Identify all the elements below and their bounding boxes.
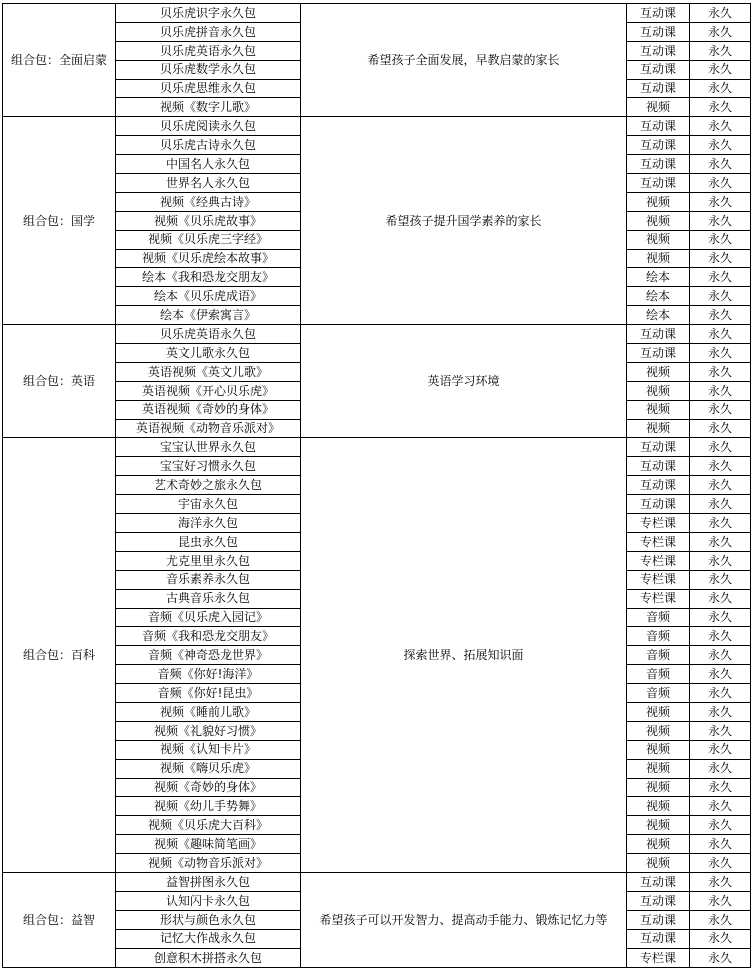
product-name-cell: 视频《经典古诗》 bbox=[116, 192, 301, 211]
product-name-cell: 艺术奇妙之旅永久包 bbox=[116, 476, 301, 495]
duration-cell: 永久 bbox=[690, 740, 751, 759]
product-name-cell: 英语视频《动物音乐派对》 bbox=[116, 419, 301, 438]
content-type-cell: 视频 bbox=[627, 702, 690, 721]
packages-table bbox=[2, 3, 751, 968]
duration-cell: 永久 bbox=[690, 400, 751, 419]
duration-cell: 永久 bbox=[690, 910, 751, 929]
content-type-cell: 视频 bbox=[627, 419, 690, 438]
product-name-cell: 形状与颜色永久包 bbox=[116, 910, 301, 929]
content-type-cell: 专栏课 bbox=[627, 551, 690, 570]
product-name-cell: 世界名人永久包 bbox=[116, 174, 301, 193]
content-type-cell: 互动课 bbox=[627, 929, 690, 948]
section-audience-description: 希望孩子可以开发智力、提高动手能力、锻炼记忆力等 bbox=[301, 872, 627, 967]
duration-cell: 永久 bbox=[690, 684, 751, 703]
duration-cell: 永久 bbox=[690, 665, 751, 684]
product-name-cell: 贝乐虎识字永久包 bbox=[116, 4, 301, 23]
product-name-cell: 益智拼图永久包 bbox=[116, 872, 301, 891]
section-package-label: 组合包：益智 bbox=[3, 872, 116, 967]
content-type-cell: 互动课 bbox=[627, 438, 690, 457]
product-name-cell: 音频《神奇恐龙世界》 bbox=[116, 646, 301, 665]
duration-cell: 永久 bbox=[690, 457, 751, 476]
content-type-cell: 绘本 bbox=[627, 306, 690, 325]
product-name-cell: 创意积木拼搭永久包 bbox=[116, 948, 301, 967]
duration-cell: 永久 bbox=[690, 514, 751, 533]
content-type-cell: 音频 bbox=[627, 646, 690, 665]
content-type-cell: 互动课 bbox=[627, 457, 690, 476]
duration-cell: 永久 bbox=[690, 344, 751, 363]
product-name-cell: 贝乐虎英语永久包 bbox=[116, 325, 301, 344]
product-name-cell: 视频《睡前儿歌》 bbox=[116, 702, 301, 721]
product-name-cell: 视频《趣味简笔画》 bbox=[116, 835, 301, 854]
duration-cell: 永久 bbox=[690, 117, 751, 136]
duration-cell: 永久 bbox=[690, 929, 751, 948]
product-name-cell: 宇宙永久包 bbox=[116, 495, 301, 514]
product-name-cell: 视频《幼儿手势舞》 bbox=[116, 797, 301, 816]
content-type-cell: 音频 bbox=[627, 684, 690, 703]
duration-cell: 永久 bbox=[690, 41, 751, 60]
duration-cell: 永久 bbox=[690, 136, 751, 155]
duration-cell: 永久 bbox=[690, 268, 751, 287]
product-name-cell: 视频《贝乐虎绘本故事》 bbox=[116, 249, 301, 268]
product-name-cell: 贝乐虎思维永久包 bbox=[116, 79, 301, 98]
table-row bbox=[3, 325, 751, 344]
duration-cell: 永久 bbox=[690, 174, 751, 193]
content-type-cell: 互动课 bbox=[627, 910, 690, 929]
product-name-cell: 贝乐虎拼音永久包 bbox=[116, 22, 301, 41]
duration-cell: 永久 bbox=[690, 948, 751, 967]
content-type-cell: 互动课 bbox=[627, 117, 690, 136]
content-type-cell: 专栏课 bbox=[627, 589, 690, 608]
content-type-cell: 互动课 bbox=[627, 41, 690, 60]
product-name-cell: 视频《礼貌好习惯》 bbox=[116, 721, 301, 740]
duration-cell: 永久 bbox=[690, 589, 751, 608]
content-type-cell: 视频 bbox=[627, 759, 690, 778]
table-row bbox=[3, 4, 751, 23]
content-type-cell: 专栏课 bbox=[627, 532, 690, 551]
content-type-cell: 视频 bbox=[627, 835, 690, 854]
product-name-cell: 视频《嗨贝乐虎》 bbox=[116, 759, 301, 778]
product-name-cell: 英语视频《英文儿歌》 bbox=[116, 362, 301, 381]
content-type-cell: 互动课 bbox=[627, 325, 690, 344]
content-type-cell: 互动课 bbox=[627, 4, 690, 23]
duration-cell: 永久 bbox=[690, 155, 751, 174]
duration-cell: 永久 bbox=[690, 287, 751, 306]
section-audience-description: 希望孩子全面发展，早教启蒙的家长 bbox=[301, 4, 627, 117]
duration-cell: 永久 bbox=[690, 816, 751, 835]
duration-cell: 永久 bbox=[690, 381, 751, 400]
content-type-cell: 互动课 bbox=[627, 79, 690, 98]
duration-cell: 永久 bbox=[690, 192, 751, 211]
content-type-cell: 视频 bbox=[627, 400, 690, 419]
product-name-cell: 贝乐虎英语永久包 bbox=[116, 41, 301, 60]
content-type-cell: 视频 bbox=[627, 854, 690, 873]
duration-cell: 永久 bbox=[690, 79, 751, 98]
section-package-label: 组合包：英语 bbox=[3, 325, 116, 438]
duration-cell: 永久 bbox=[690, 60, 751, 79]
product-name-cell: 音频《贝乐虎入园记》 bbox=[116, 608, 301, 627]
product-name-cell: 音频《你好!海洋》 bbox=[116, 665, 301, 684]
duration-cell: 永久 bbox=[690, 759, 751, 778]
duration-cell: 永久 bbox=[690, 306, 751, 325]
duration-cell: 永久 bbox=[690, 778, 751, 797]
content-type-cell: 视频 bbox=[627, 721, 690, 740]
content-type-cell: 互动课 bbox=[627, 155, 690, 174]
duration-cell: 永久 bbox=[690, 797, 751, 816]
content-type-cell: 视频 bbox=[627, 249, 690, 268]
duration-cell: 永久 bbox=[690, 4, 751, 23]
product-name-cell: 音频《我和恐龙交朋友》 bbox=[116, 627, 301, 646]
duration-cell: 永久 bbox=[690, 702, 751, 721]
content-type-cell: 视频 bbox=[627, 230, 690, 249]
content-type-cell: 视频 bbox=[627, 362, 690, 381]
content-type-cell: 视频 bbox=[627, 211, 690, 230]
section-audience-description: 希望孩子提升国学素养的家长 bbox=[301, 117, 627, 325]
product-name-cell: 绘本《我和恐龙交朋友》 bbox=[116, 268, 301, 287]
product-name-cell: 绘本《伊索寓言》 bbox=[116, 306, 301, 325]
product-name-cell: 绘本《贝乐虎成语》 bbox=[116, 287, 301, 306]
table-row bbox=[3, 117, 751, 136]
product-name-cell: 视频《认知卡片》 bbox=[116, 740, 301, 759]
product-name-cell: 英文儿歌永久包 bbox=[116, 344, 301, 363]
content-type-cell: 视频 bbox=[627, 797, 690, 816]
table-row bbox=[3, 872, 751, 891]
content-type-cell: 专栏课 bbox=[627, 570, 690, 589]
section-audience-description: 英语学习环境 bbox=[301, 325, 627, 438]
duration-cell: 永久 bbox=[690, 325, 751, 344]
duration-cell: 永久 bbox=[690, 721, 751, 740]
content-type-cell: 互动课 bbox=[627, 872, 690, 891]
product-name-cell: 视频《数字儿歌》 bbox=[116, 98, 301, 117]
table-row bbox=[3, 438, 751, 457]
product-name-cell: 贝乐虎古诗永久包 bbox=[116, 136, 301, 155]
duration-cell: 永久 bbox=[690, 551, 751, 570]
content-type-cell: 互动课 bbox=[627, 344, 690, 363]
product-name-cell: 音乐素养永久包 bbox=[116, 570, 301, 589]
duration-cell: 永久 bbox=[690, 646, 751, 665]
content-type-cell: 视频 bbox=[627, 98, 690, 117]
product-name-cell: 海洋永久包 bbox=[116, 514, 301, 533]
product-name-cell: 视频《动物音乐派对》 bbox=[116, 854, 301, 873]
product-name-cell: 中国名人永久包 bbox=[116, 155, 301, 174]
duration-cell: 永久 bbox=[690, 22, 751, 41]
product-name-cell: 贝乐虎阅读永久包 bbox=[116, 117, 301, 136]
product-name-cell: 古典音乐永久包 bbox=[116, 589, 301, 608]
content-type-cell: 互动课 bbox=[627, 495, 690, 514]
product-name-cell: 尤克里里永久包 bbox=[116, 551, 301, 570]
product-name-cell: 记忆大作战永久包 bbox=[116, 929, 301, 948]
product-name-cell: 认知闪卡永久包 bbox=[116, 891, 301, 910]
product-name-cell: 视频《贝乐虎故事》 bbox=[116, 211, 301, 230]
product-name-cell: 英语视频《开心贝乐虎》 bbox=[116, 381, 301, 400]
content-type-cell: 绘本 bbox=[627, 287, 690, 306]
product-name-cell: 视频《贝乐虎三字经》 bbox=[116, 230, 301, 249]
product-name-cell: 宝宝认世界永久包 bbox=[116, 438, 301, 457]
section-package-label: 组合包：百科 bbox=[3, 438, 116, 872]
duration-cell: 永久 bbox=[690, 627, 751, 646]
duration-cell: 永久 bbox=[690, 835, 751, 854]
duration-cell: 永久 bbox=[690, 419, 751, 438]
content-type-cell: 互动课 bbox=[627, 476, 690, 495]
duration-cell: 永久 bbox=[690, 211, 751, 230]
product-name-cell: 音频《你好!昆虫》 bbox=[116, 684, 301, 703]
product-name-cell: 贝乐虎数学永久包 bbox=[116, 60, 301, 79]
content-type-cell: 音频 bbox=[627, 665, 690, 684]
duration-cell: 永久 bbox=[690, 98, 751, 117]
duration-cell: 永久 bbox=[690, 532, 751, 551]
product-name-cell: 视频《贝乐虎大百科》 bbox=[116, 816, 301, 835]
duration-cell: 永久 bbox=[690, 249, 751, 268]
duration-cell: 永久 bbox=[690, 230, 751, 249]
product-name-cell: 视频《奇妙的身体》 bbox=[116, 778, 301, 797]
content-type-cell: 互动课 bbox=[627, 22, 690, 41]
product-name-cell: 昆虫永久包 bbox=[116, 532, 301, 551]
content-type-cell: 绘本 bbox=[627, 268, 690, 287]
duration-cell: 永久 bbox=[690, 476, 751, 495]
content-type-cell: 互动课 bbox=[627, 60, 690, 79]
content-type-cell: 互动课 bbox=[627, 891, 690, 910]
content-type-cell: 互动课 bbox=[627, 136, 690, 155]
product-name-cell: 宝宝好习惯永久包 bbox=[116, 457, 301, 476]
content-type-cell: 音频 bbox=[627, 608, 690, 627]
duration-cell: 永久 bbox=[690, 362, 751, 381]
duration-cell: 永久 bbox=[690, 854, 751, 873]
section-package-label: 组合包：全面启蒙 bbox=[3, 4, 116, 117]
content-type-cell: 视频 bbox=[627, 381, 690, 400]
content-type-cell: 视频 bbox=[627, 740, 690, 759]
product-name-cell: 英语视频《奇妙的身体》 bbox=[116, 400, 301, 419]
duration-cell: 永久 bbox=[690, 608, 751, 627]
content-type-cell: 视频 bbox=[627, 192, 690, 211]
content-type-cell: 视频 bbox=[627, 816, 690, 835]
duration-cell: 永久 bbox=[690, 872, 751, 891]
content-type-cell: 音频 bbox=[627, 627, 690, 646]
duration-cell: 永久 bbox=[690, 495, 751, 514]
duration-cell: 永久 bbox=[690, 891, 751, 910]
content-type-cell: 专栏课 bbox=[627, 514, 690, 533]
duration-cell: 永久 bbox=[690, 570, 751, 589]
content-type-cell: 视频 bbox=[627, 778, 690, 797]
duration-cell: 永久 bbox=[690, 438, 751, 457]
section-audience-description: 探索世界、拓展知识面 bbox=[301, 438, 627, 872]
content-type-cell: 专栏课 bbox=[627, 948, 690, 967]
content-type-cell: 互动课 bbox=[627, 174, 690, 193]
section-package-label: 组合包：国学 bbox=[3, 117, 116, 325]
